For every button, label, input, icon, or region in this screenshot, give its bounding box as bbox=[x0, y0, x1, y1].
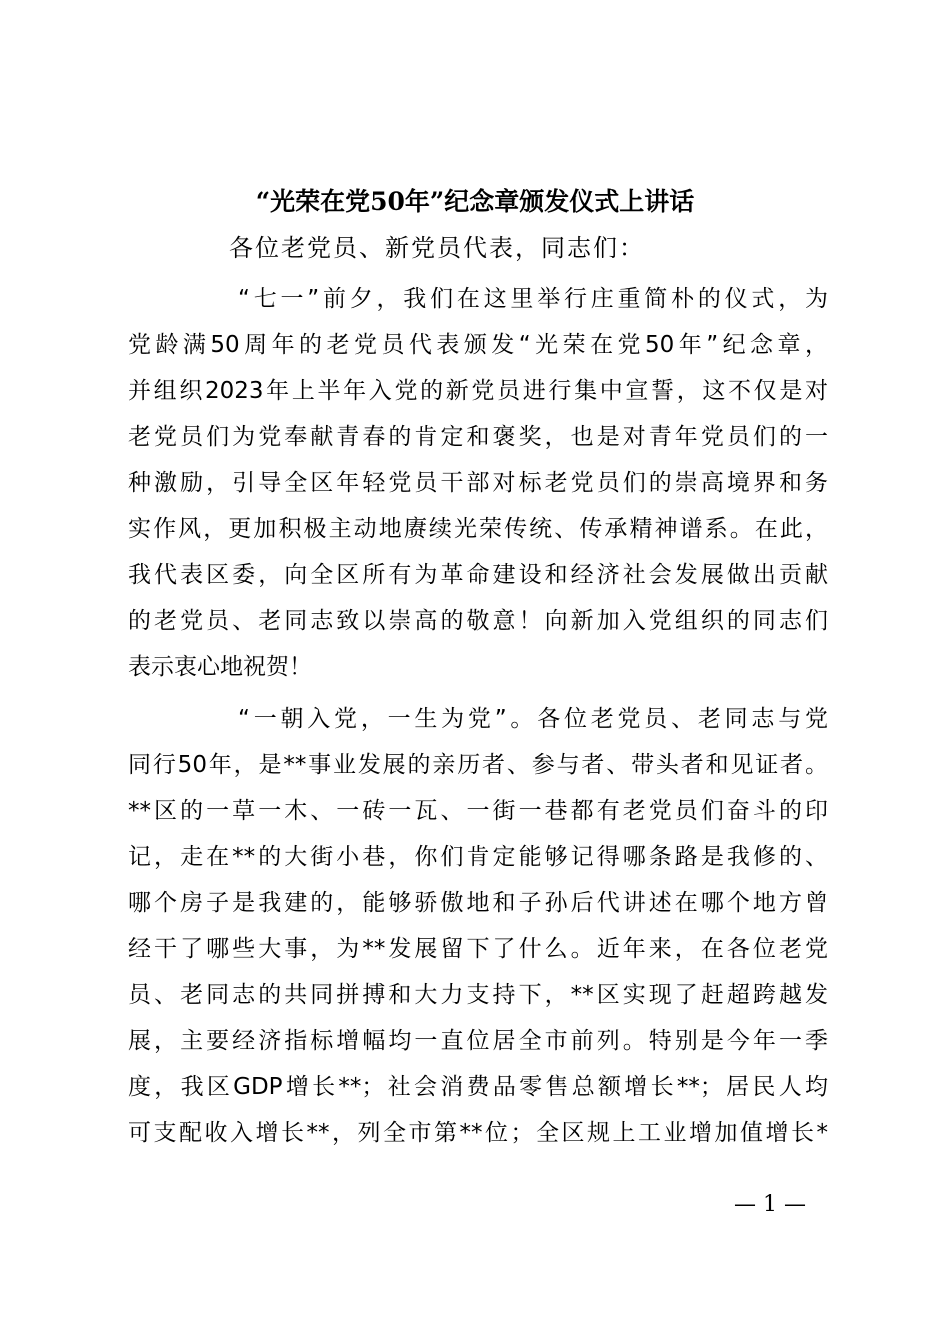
paragraph-2-line-10: 可支配收入增长**，列全市第**位；全区规上工业增加值增长* bbox=[128, 1120, 828, 1146]
paragraph-2-line-6: 经干了哪些大事，为**发展留下了什么。近年来，在各位老党 bbox=[128, 936, 828, 962]
paragraph-2-line-2: 同行50年，是**事业发展的亲历者、参与者、带头者和见证者。 bbox=[128, 752, 828, 778]
salutation: 各位老党员、新党员代表，同志们： bbox=[229, 234, 645, 262]
paragraph-1-line-7: 我代表区委，向全区所有为革命建设和经济社会发展做出贡献 bbox=[128, 562, 828, 588]
document-body bbox=[128, 276, 828, 1156]
paragraph-2-line-8: 展，主要经济指标增幅均一直位居全市前列。特别是今年一季 bbox=[128, 1028, 828, 1054]
paragraph-2-line-1: “一朝入党，一生为党”。各位老党员、老同志与党 bbox=[238, 706, 828, 732]
paragraph-1-line-3: 并组织2023年上半年入党的新党员进行集中宣誓，这不仅是对 bbox=[128, 378, 828, 404]
document-title: “光荣在党50年”纪念章颁发仪式上讲话 bbox=[255, 187, 695, 216]
paragraph-2-line-7: 员、老同志的共同拼搏和大力支持下，**区实现了赶超跨越发 bbox=[128, 982, 828, 1008]
paragraph-1-line-8: 的老党员、老同志致以崇高的敬意！向新加入党组织的同志们 bbox=[128, 608, 828, 634]
paragraph-1-line-2: 党龄满50周年的老党员代表颁发“光荣在党50年”纪念章， bbox=[128, 332, 828, 358]
paragraph-1-line-9: 表示衷心地祝贺！ bbox=[128, 654, 312, 680]
paragraph-1-line-6: 实作风，更加积极主动地赓续光荣传统、传承精神谱系。在此， bbox=[128, 516, 828, 542]
paragraph-1-line-5: 种激励，引导全区年轻党员干部对标老党员们的崇高境界和务 bbox=[128, 470, 828, 496]
paragraph-1-line-4: 老党员们为党奉献青春的肯定和褒奖，也是对青年党员们的一 bbox=[128, 424, 828, 450]
paragraph-1-line-1: “七一”前夕，我们在这里举行庄重简朴的仪式，为 bbox=[238, 286, 828, 312]
page-number: — 1 — bbox=[734, 1192, 806, 1217]
paragraph-2-line-3: **区的一草一木、一砖一瓦、一街一巷都有老党员们奋斗的印 bbox=[128, 798, 828, 824]
paragraph-2-line-9: 度，我区GDP增长**；社会消费品零售总额增长**；居民人均 bbox=[128, 1074, 828, 1100]
paragraph-2-line-5: 哪个房子是我建的，能够骄傲地和子孙后代讲述在哪个地方曾 bbox=[128, 890, 828, 916]
paragraph-2-line-4: 记，走在**的大街小巷，你们肯定能够记得哪条路是我修的、 bbox=[128, 844, 828, 870]
